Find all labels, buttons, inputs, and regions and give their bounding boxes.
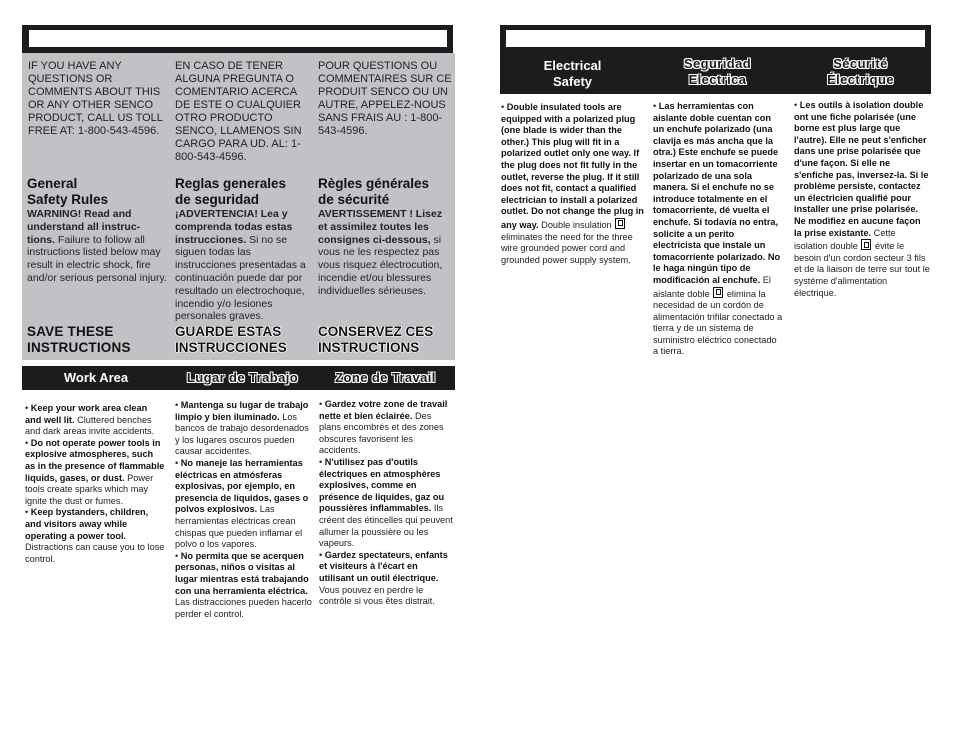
intro-es: EN CASO DE TENER ALGUNA PREGUNTA O COMENTARIO ACERCA DE ESTE O CUALQUIER OTRO PRODUCTO SENCO, LLAMENOS SIN CARGO PARA UD. AL: 1-800-543-4596. xyxy=(175,60,302,163)
work-area-item-en-2: • Do not operate power tools in explosive atmospheres, such as in the presence of flammable liquids, gases, or dust. Power tools create sparks which may ignite the dust or fumes. xyxy=(25,437,165,506)
rules-title-es-line1: Reglas generales xyxy=(175,176,287,191)
rules-warning-en: WARNING! Read and understand all instruc-tions. xyxy=(27,208,141,246)
rules-title-fr-line2: de sécurité xyxy=(318,192,390,207)
save-instructions-fr xyxy=(318,324,458,356)
rules-body-fr xyxy=(318,208,450,298)
rules-text-es: Si no se siguen todas las instrucciones presentadas a continuación puede dar por resultado un electrochoque, incendio y/o lesiones personales graves. xyxy=(175,233,306,323)
polarized-plug-warning-es: Las herramientas con aislante doble cuentan con un enchufe polarizado (una clavija es más ancha que la otra.) Este enchufe se puede insertar en un tomacorriente polarizado de una sola manera. Si el enchufe no se introduce totalmente en el tomacorriente, dé vuelta el enchufe. Si todavía no entra, solicite a un perito electricista que instale un tomacorriente polarizado. No le haga ningún tipo de modificación al enchufe. xyxy=(653,101,781,285)
save-instructions-en xyxy=(27,324,167,356)
intro-en: IF YOU HAVE ANY QUESTIONS OR COMMENTS ABOUT THIS OR ANY OTHER SENCO PRODUCT, CALL US TOLL FREE AT: 1-800-543-4596. xyxy=(28,60,163,137)
electrical-safety-en-line1: Electrical xyxy=(543,58,602,73)
work-area-item-en-3: • Keep bystanders, children, and visitors away while operating a power tool. Distractions can cause you to lose control. xyxy=(25,507,165,564)
rules-title-es-line2: de seguridad xyxy=(175,192,260,207)
rules-title-en-line2: Safety Rules xyxy=(27,192,109,207)
save-es-line2: INSTRUCCIONES xyxy=(175,340,287,355)
work-area-label-es: Lugar de Trabajo xyxy=(186,370,299,385)
work-area-label-fr: Zone de Travail xyxy=(335,370,436,385)
work-area-item-es-1: • Mantenga su lugar de trabajo limpio y bien iluminado. Los bancos de trabajo desordenados y los lugares oscuros pueden causar accidentes. xyxy=(175,400,309,457)
rules-body-es xyxy=(175,208,313,323)
electrical-safety-en xyxy=(500,58,645,90)
rules-title-en-line1: General xyxy=(27,176,78,191)
work-area-item-en-1: • Keep your work area clean and well lit. Cluttered benches and dark areas invite accidents. xyxy=(25,403,155,437)
rules-text-fr: si vous ne les respectez pas vous risquez électrocution, incendie et/ou blessures individuelles sérieuses. xyxy=(318,233,443,297)
rules-title-en xyxy=(27,176,167,208)
work-area-item-fr-1: • Gardez votre zone de travail nette et bien éclairée. Des plans encombrés et des zones obscures favorisent les accidents. xyxy=(319,399,448,456)
electrical-safety-es-line2: Electrica xyxy=(688,72,747,87)
work-area-item-es-2: • No maneje las herramientas eléctricas en atmósferas explosivas, por ejemplo, en presencia de líquidos, gases o polvos explosivos. Las herramientas eléctricas crean chispas que pueden inflamar el polvo o los vapores. xyxy=(175,457,309,550)
electrical-safety-en-line2: Safety xyxy=(552,74,593,89)
work-area-item-es-3: • No permita que se acerquen personas, niños o visitas al lugar mientras está trabajando con una herramienta eléctrica. Las distracciones pueden hacerlo perder el control. xyxy=(175,550,312,619)
rules-warning-es: ¡ADVERTENCIA! Lea y comprenda todas estas instrucciones. xyxy=(175,208,293,246)
rules-title-fr-line1: Règles générales xyxy=(318,176,430,191)
electrical-safety-fr-line1: Sécurité xyxy=(833,56,888,71)
work-area-list-fr xyxy=(319,399,455,608)
save-es-line1: GUARDE ESTAS xyxy=(175,324,282,339)
rules-title-fr xyxy=(318,176,458,208)
left-title-bar-inner xyxy=(29,30,447,47)
electrical-safety-text-es: • Las herramientas con aislante doble cuentan con un enchufe polarizado (una clavija es más ancha que la otra.) Este enchufe se puede insertar en un tomacorriente polarizado de una sola manera. Si el enchufe no se introduce totalmente en el tomacorriente, dé vuelta el enchufe. Si todavía no entra, solicite a un perito electricista que instale un tomacorriente polarizado. No le haga ningún tipo de modificación al enchufe. El aislante doble elimina la necesidad de un cordón de alimentación trifilar conectado a tierra y de un sistema de suministro eléctrico conectado a tierra. xyxy=(653,101,783,357)
save-en-line1: SAVE THESE xyxy=(27,324,114,339)
double-insulation-icon xyxy=(713,287,723,298)
work-area-label-en: Work Area xyxy=(63,370,129,385)
save-fr-line1: CONSERVEZ CES xyxy=(318,324,434,339)
rules-title-es xyxy=(175,176,315,208)
intro-fr: POUR QUESTIONS OU COMMENTAIRES SUR CE PRODUIT SENCO OU UN AUTRE, APPELEZ-NOUS SANS FRAIS AU : 1-800-543-4596. xyxy=(318,60,452,137)
save-en-line2: INSTRUCTIONS xyxy=(27,340,131,355)
electrical-safety-fr-line2: Électrique xyxy=(827,72,894,87)
work-area-item-fr-2: • N'utilisez pas d'outils électriques en atmosphères explosives, comme en présence de liquides, gaz ou poussières inflammables. Ils créent des étincelles qui peuvent allumer la poussière ou les vapeurs. xyxy=(319,456,453,549)
electrical-safety-es xyxy=(645,56,790,88)
polarized-plug-warning-en: Double insulated tools are equipped with a polarized plug (one blade is wider than the other.) This plug will fit in a polarized outlet only one way. If the plug does not fit fully in the outlet, reverse the plug. If it still does not fit, contact a qualified electrician to install a polarized outlet. Do not change the plug in any way. xyxy=(501,102,644,230)
save-instructions-es xyxy=(175,324,320,356)
rules-warning-fr: AVERTISSEMENT ! Lisez et assimilez toutes les consignes ci-dessous, xyxy=(318,208,443,246)
double-insulation-icon xyxy=(861,239,871,250)
right-title-bar-inner xyxy=(506,30,925,47)
work-area-list-en xyxy=(25,403,165,565)
electrical-safety-fr xyxy=(790,56,931,88)
save-fr-line2: INSTRUCTIONS xyxy=(318,340,420,355)
rules-text-en: Failure to follow all instructions listed below may result in electric shock, fire and/or serious personal injury. xyxy=(27,233,167,284)
electrical-safety-text-en: • Double insulated tools are equipped with a polarized plug (one blade is wider than the other.) This plug will fit in a polarized outlet only one way. If the plug does not fit fully in the outlet, reverse the plug. If it still does not fit, contact a qualified electrician to install a polarized outlet. Do not change the plug in any way. Double insulation eliminates the need for the three wire grounded power cord and grounded power supply system. xyxy=(501,102,644,265)
electrical-safety-es-line1: Seguridad xyxy=(683,56,752,71)
electrical-safety-text-fr: • Les outils à isolation double ont une fiche polarisée (une borne est plus large que l'autre). Elle ne peut s'enficher dans une prise polarisée que d'une façon. Si elle ne s'enfiche pas, inversez-la. Si le problème persiste, contactez un électricien qualifié pour installer une prise polarisée. Ne modifiez en aucune façon la prise existante. Cette isolation double évite le besoin d'un cordon secteur 3 fils et de la liaison de terre sur tout le système d'alimentation électrique. xyxy=(794,100,930,298)
work-area-item-fr-3: • Gardez spectateurs, enfants et visiteurs à l'écart en utilisant un outil électrique. Vous pouvez en perdre le contrôle si vous êtes distrait. xyxy=(319,549,448,607)
double-insulation-icon xyxy=(615,218,625,229)
rules-body-en xyxy=(27,208,167,285)
polarized-plug-warning-fr: Les outils à isolation double ont une fiche polarisée (une borne est plus large que l'autre). Elle ne peut s'enficher dans une prise polarisée que d'une façon. Si elle ne s'enfiche pas, inversez-la. Si le problème persiste, contactez un électricien qualifié pour installer une prise polarisée. Ne modifiez en aucune façon la prise existante. xyxy=(794,100,929,238)
work-area-list-es xyxy=(175,400,312,620)
